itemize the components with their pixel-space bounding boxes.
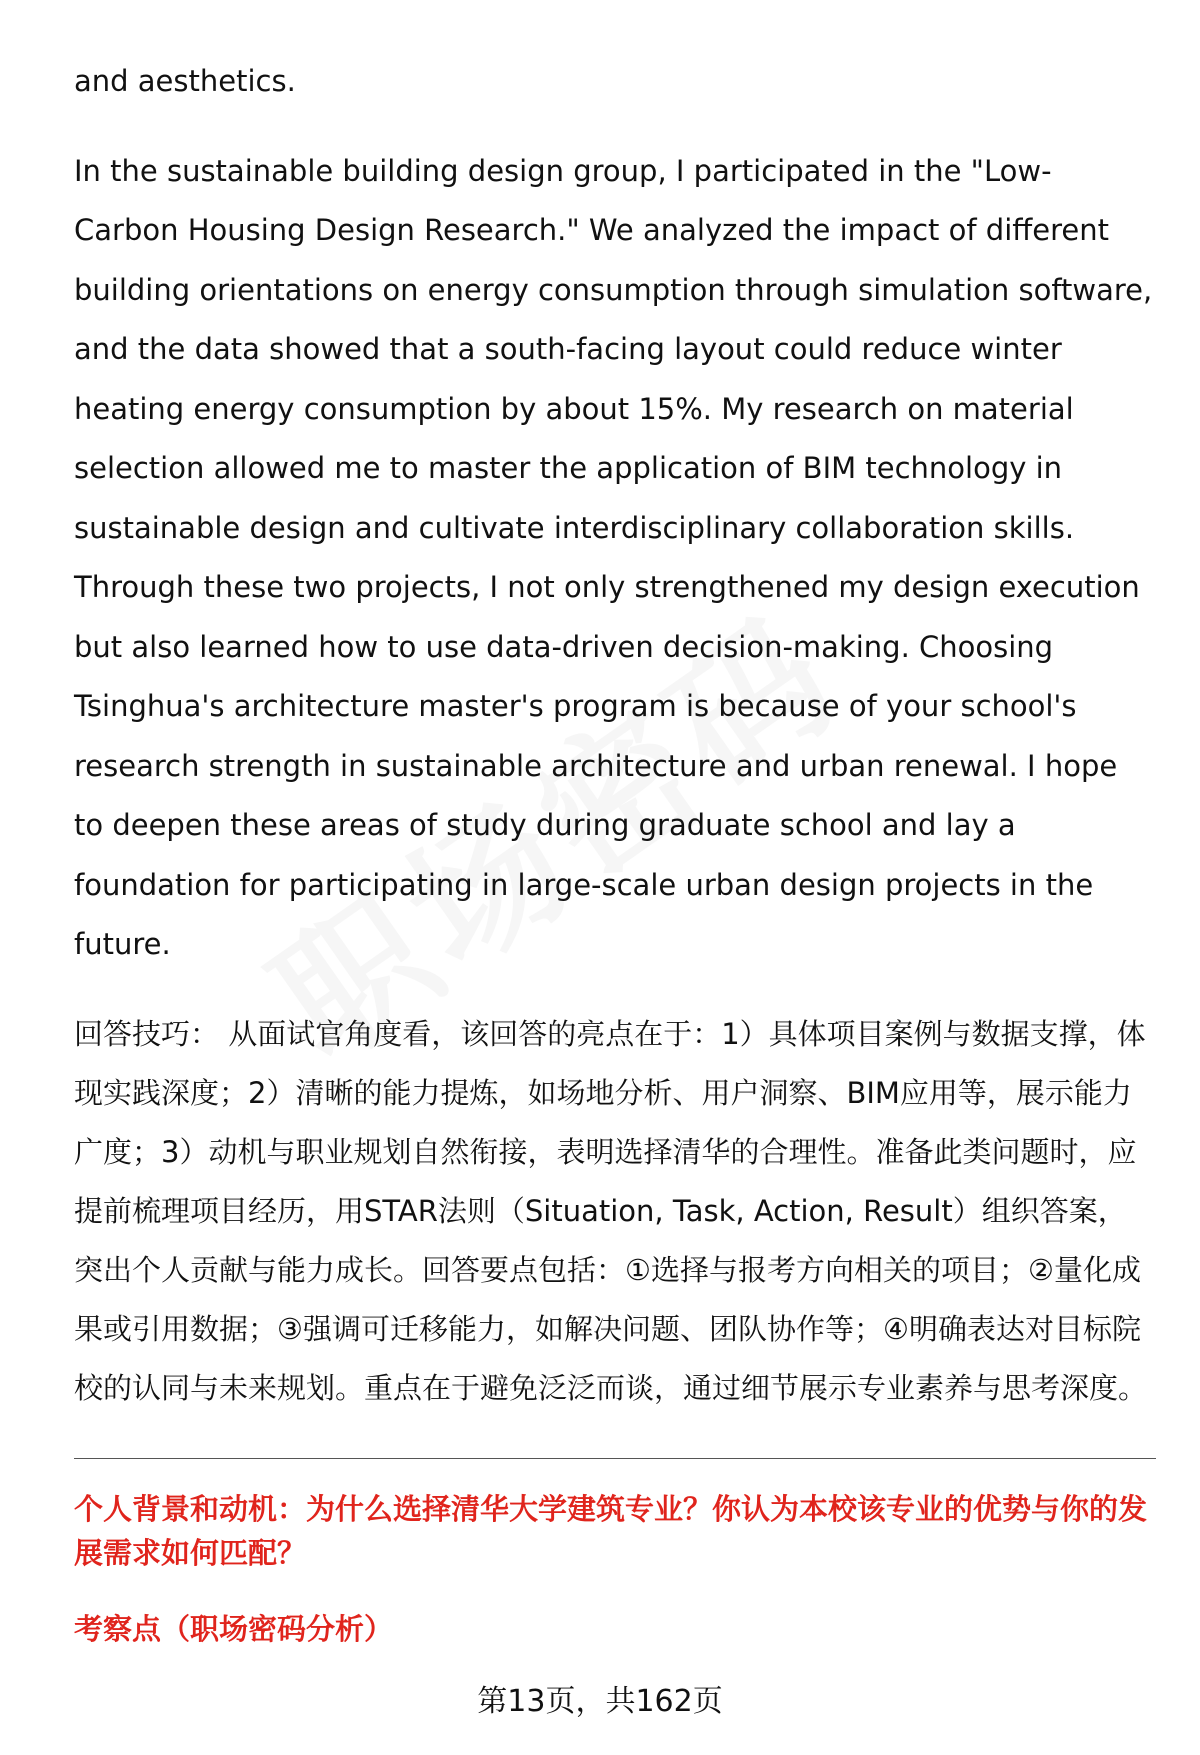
answer-tips: 回答技巧： 从面试官角度看，该回答的亮点在于：1）具体项目案例与数据支撑，体现实践深度；2）清晰的能力提炼，如场地分析、用户洞察、BIM应用等，展示能力广度；3）动机与职业规划自然衔接，表明选择清华的合理性。准备此类问题时，应提前梳理项目经历，用STAR法则（Situation, Task, Action, Result）组织答案，突出个人贡献与能力成长。回答要点包括：①选择与报考方向相关的项目；②量化成果或引用数据；③强调可迁移能力，如解决问题、团队协作等；④明确表达对目标院校的认同与未来规划。重点在于避免泛泛而谈，通过细节展示专业素养与思考深度。 [74,1016,1148,1405]
answer-paragraph-continued: and aesthetics. [74,64,296,98]
answer-paragraph: In the sustainable building design group, I participated in the "Low-Carbon Housing Design Research." We analyzed the impact of different building orientations on energy consumption through simulation software, and the data showed that a south-facing layout could reduce winter heating energy consumption by about 15%. My research on material selection allowed me to master the application of BIM technology in sustainable design and cultivate interdisciplinary collaboration skills. Through these two projects, I not only strengthened my design execution but also learned how to use data-driven decision-making. Choosing Tsinghua's architecture master's program is because of your school's research strength in sustainable architecture and urban renewal. I hope to deepen these areas of study during graduate school and lay a foundation for participating in large-scale urban design projects in the future. [74,153,1153,961]
question-heading: 个人背景和动机：为什么选择清华大学建筑专业？你认为本校该专业的优势与你的发展需求如何匹配？ [74,1491,1148,1570]
section-divider [74,1458,1156,1459]
page-number: 第13页，共162页 [477,1684,723,1719]
assessment-subheading: 考察点（职场密码分析） [74,1611,394,1646]
page-content [74,52,1154,1649]
